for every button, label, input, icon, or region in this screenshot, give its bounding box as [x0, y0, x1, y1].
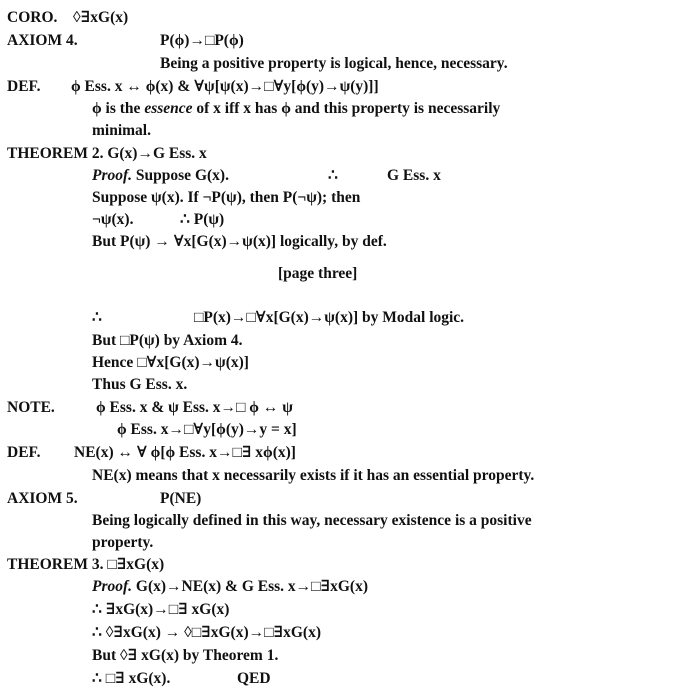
- def-essence-comment: ϕ is the essence of x iff x has ϕ and this property is necessarily: [92, 100, 501, 117]
- theorem2-line3: ¬ψ(x). ∴ P(ψ): [92, 211, 225, 228]
- axiom4-comment: Being a positive property is logical, hence, necessary.: [160, 55, 508, 72]
- axiom5-formula: P(NE): [160, 490, 202, 507]
- theorem3-line3: ∴ ◊∃xG(x) → ◊□∃xG(x)→□∃xG(x): [92, 624, 321, 641]
- therefore-symbol: ∴: [92, 309, 102, 326]
- note-formula2: ϕ Ess. x→□∀y[ϕ(y)→y = x]: [117, 421, 297, 438]
- def-ne-comment: NE(x) means that x necessarily exists if it has an essential property.: [92, 467, 535, 484]
- theorem2-line8: Thus G Ess. x.: [92, 376, 188, 393]
- essence-emphasis: essence: [144, 100, 193, 117]
- proof-label: Proof.: [92, 578, 133, 595]
- corollary-line: [7, 8, 129, 28]
- def-ne-line: [7, 443, 296, 463]
- therefore-symbol: ∴: [328, 167, 338, 184]
- theorem2-line5: ∴ □P(x)→□∀x[G(x)→ψ(x)] by Modal logic.: [92, 309, 465, 326]
- def-essence-line: [7, 77, 379, 97]
- axiom4-formula: P(ϕ)→□P(ϕ): [160, 32, 244, 49]
- axiom5-comment-cont: property.: [92, 534, 154, 551]
- qed-mark: QED: [237, 670, 271, 687]
- theorem3-line4: But ◊∃ xG(x) by Theorem 1.: [92, 647, 279, 664]
- def-ne-formula: NE(x) ↔ ∀ ϕ[ϕ Ess. x→□∃ xϕ(x)]: [74, 444, 296, 461]
- note-line: [7, 398, 293, 418]
- theorem2-line4: But P(ψ) → ∀x[G(x)→ψ(x)] logically, by def.: [92, 233, 387, 250]
- theorem2-goal: G Ess. x: [387, 167, 441, 184]
- note-formula1: ϕ Ess. x & ψ Ess. x→□ ϕ ↔ ψ: [96, 399, 293, 416]
- theorem2-line6: But □P(ψ) by Axiom 4.: [92, 332, 243, 349]
- theorem2-line7: Hence □∀x[G(x)→ψ(x)]: [92, 354, 249, 371]
- axiom5-comment: Being logically defined in this way, necessary existence is a positive: [92, 512, 532, 529]
- axiom5-label: AXIOM 5.: [7, 490, 78, 507]
- theorem3-line5: ∴ □∃ xG(x). QED: [92, 670, 271, 687]
- def-essence-formula: ϕ Ess. x ↔ ϕ(x) & ∀ψ[ψ(x)→□∀y[ϕ(y)→ψ(y)]]: [71, 78, 379, 95]
- note-label: NOTE.: [7, 399, 55, 416]
- corollary-formula: ◊∃xG(x): [73, 9, 129, 26]
- def-ne-label: DEF.: [7, 444, 41, 461]
- proof-label: Proof.: [92, 167, 133, 184]
- theorem3-header: THEOREM 3. □∃xG(x): [7, 556, 165, 573]
- theorem2-header: THEOREM 2. G(x)→G Ess. x: [7, 145, 207, 162]
- corollary-label: CORO.: [7, 9, 58, 26]
- theorem2-line2: Suppose ψ(x). If ¬P(ψ), then P(¬ψ); then: [92, 189, 361, 206]
- axiom4-line: [7, 31, 244, 51]
- theorem3-proof-line: Proof. G(x)→NE(x) & G Ess. x→□∃xG(x): [92, 578, 368, 595]
- def-essence-comment-cont: minimal.: [92, 122, 151, 139]
- theorem2-proof-line: Proof. Suppose G(x). ∴ G Ess. x: [92, 167, 441, 184]
- axiom5-line: [7, 489, 202, 509]
- def-essence-label: DEF.: [7, 78, 41, 95]
- axiom4-label: AXIOM 4.: [7, 32, 78, 49]
- page-marker: [page three]: [278, 265, 358, 282]
- theorem3-line2: ∴ ∃xG(x)→□∃ xG(x): [92, 601, 230, 618]
